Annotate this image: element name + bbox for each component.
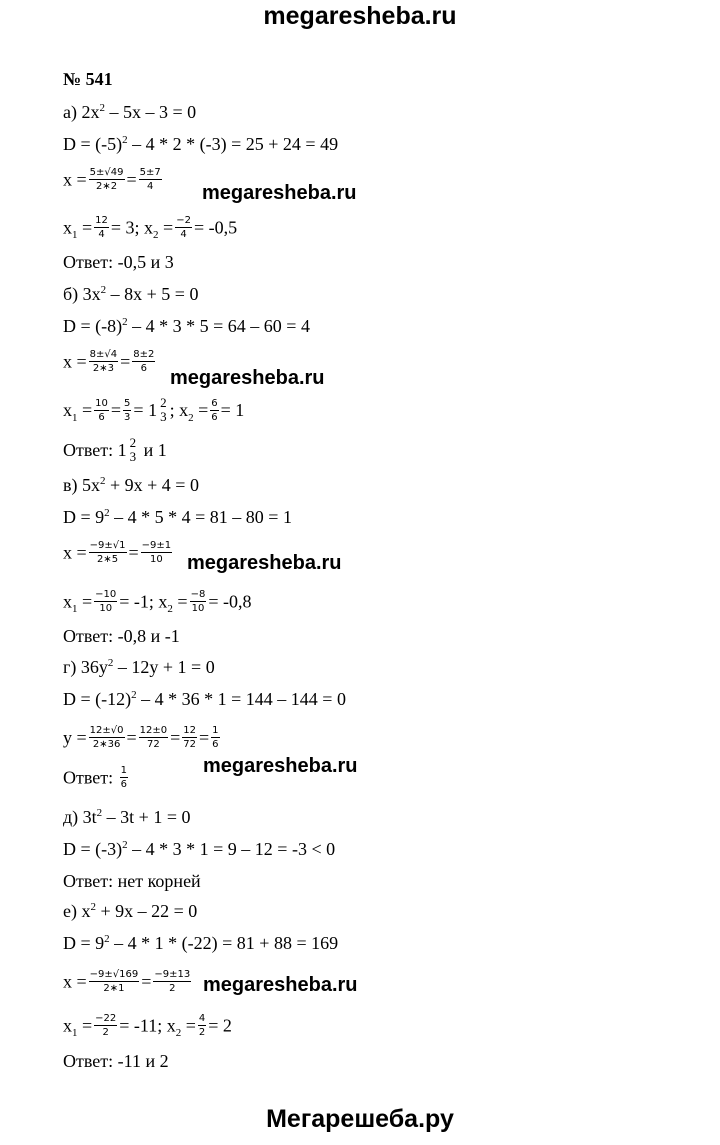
frac-num: 6: [211, 397, 218, 409]
answer-d: [63, 766, 130, 793]
equals: =: [163, 217, 174, 238]
watermark-c: megaresheba.ru: [187, 552, 342, 574]
equals: =: [120, 351, 131, 372]
watermark-top: megaresheba.ru: [263, 2, 457, 30]
fraction: [210, 397, 218, 424]
eq-f-exp: 2: [90, 901, 96, 913]
label-d: г): [63, 657, 77, 677]
equals: =: [82, 1015, 93, 1036]
frac-num: 10: [95, 397, 108, 409]
equals: =: [141, 971, 152, 992]
frac-num: −8: [190, 589, 206, 600]
fraction: [159, 396, 168, 424]
eq-c-coef: 5x: [82, 475, 100, 495]
eq-d-rest: – 12y + 1 = 0: [117, 657, 215, 677]
equation-f: [63, 900, 197, 922]
equals: =: [128, 542, 139, 563]
frac-den: 6: [212, 739, 219, 750]
frac-num: −2: [176, 215, 191, 226]
roots-a: [63, 216, 237, 243]
answer-b-pre: Ответ: 1: [63, 440, 127, 461]
fraction: [89, 968, 140, 995]
d-c-post: – 4 * 5 * 4 = 81 – 80 = 1: [114, 507, 292, 527]
frac-den: 4: [147, 181, 154, 192]
equation-e: [63, 806, 190, 828]
equals: =: [177, 591, 188, 612]
x1-result: ; x: [169, 400, 189, 421]
eq-b-coef: 3x: [82, 284, 101, 304]
frac-den: 3: [129, 449, 137, 464]
d-a-pre: D = (-5): [63, 134, 123, 154]
x1-result: = -1; x: [119, 591, 168, 612]
frac-num: 1: [212, 725, 219, 736]
fraction: [89, 166, 125, 193]
eq-b-exp: 2: [100, 284, 107, 296]
eq-f-coef: x: [81, 901, 91, 921]
frac-num: 5±7: [139, 167, 161, 178]
eq-a-rest: – 5x – 3 = 0: [109, 102, 197, 122]
frac-den: 2∗3: [92, 363, 114, 374]
x2-result: = -0,5: [193, 217, 238, 238]
d-b-pre: D = (-8): [63, 316, 123, 336]
frac-num: 8±√4: [89, 349, 118, 360]
equation-b: [63, 283, 198, 305]
d-d-exp: 2: [131, 689, 137, 701]
eq-e-coef: 3t: [82, 807, 97, 827]
frac-den: 72: [147, 739, 160, 750]
answer-e: Ответ: нет корней: [63, 871, 201, 891]
frac-num: 5±√49: [89, 167, 124, 178]
fraction: [141, 539, 172, 566]
y-label-d: y =: [63, 727, 87, 748]
d-b-post: – 4 * 3 * 5 = 64 – 60 = 4: [132, 316, 310, 336]
frac-den: 10: [150, 554, 163, 565]
x1-var: x: [63, 1015, 72, 1036]
fraction: [132, 348, 155, 375]
fraction: [89, 724, 125, 751]
x1-sub: 1: [72, 229, 78, 241]
x2-result: = 1: [220, 400, 245, 421]
roots-f: [63, 1014, 232, 1041]
watermark-a: megaresheba.ru: [202, 182, 357, 204]
frac-den: 3: [124, 411, 131, 423]
fraction: [94, 397, 109, 424]
x1-sub: 1: [72, 412, 78, 424]
d-d-pre: D = (-12): [63, 689, 132, 709]
answer-f: Ответ: -11 и 2: [63, 1051, 169, 1071]
equation-d: [63, 656, 215, 678]
d-d-post: – 4 * 36 * 1 = 144 – 144 = 0: [141, 689, 346, 709]
fraction: [139, 166, 162, 193]
eq-f-rest: + 9x – 22 = 0: [100, 901, 198, 921]
fraction: [139, 724, 168, 751]
x1-sub: 1: [72, 1027, 78, 1039]
roots-b: [63, 395, 245, 426]
frac-num: 8±2: [133, 349, 155, 360]
fraction: [94, 588, 117, 615]
label-e: д): [63, 807, 79, 827]
fraction: [211, 724, 219, 751]
frac-num: −22: [95, 1013, 117, 1024]
frac-den: 2∗36: [92, 739, 121, 750]
d-e-post: – 4 * 3 * 1 = 9 – 12 = -3 < 0: [132, 839, 336, 859]
fraction: [190, 588, 207, 615]
frac-num: 2: [129, 435, 137, 450]
eq-c-exp: 2: [100, 475, 106, 487]
equals: =: [126, 169, 137, 190]
watermark-b: megaresheba.ru: [170, 367, 325, 389]
discriminant-f: [63, 932, 338, 954]
roots-formula-a: [63, 168, 164, 195]
fraction: [123, 397, 131, 424]
equals: =: [126, 727, 137, 748]
d-a-exp: 2: [122, 134, 128, 146]
label-c: в): [63, 475, 78, 495]
frac-den: 4: [180, 229, 187, 240]
equals: =: [185, 1015, 196, 1036]
frac-num: 2: [160, 395, 167, 410]
d-e-exp: 2: [122, 839, 128, 851]
eq-d-exp: 2: [107, 657, 114, 669]
frac-num: −9±13: [154, 969, 191, 980]
frac-den: 2: [102, 1027, 109, 1038]
frac-den: 10: [191, 603, 205, 614]
x1-sub: 1: [72, 603, 78, 615]
frac-den: 72: [183, 739, 197, 750]
equals: =: [198, 400, 209, 421]
frac-num: −9±√169: [89, 969, 139, 980]
problem-title: № 541: [63, 69, 113, 89]
roots-formula-b: [63, 350, 157, 377]
x2-sub: 2: [175, 1027, 182, 1039]
answer-b-post: и 1: [143, 440, 167, 461]
eq-c-rest: + 9x + 4 = 0: [110, 475, 199, 495]
x2-sub: 2: [188, 412, 194, 424]
fraction: [182, 724, 197, 751]
roots-c: [63, 590, 251, 617]
fraction: [129, 436, 138, 464]
fraction: [175, 214, 192, 241]
x1-var: x: [63, 400, 72, 421]
frac-num: −9±1: [141, 540, 172, 551]
frac-num: 5: [124, 397, 131, 409]
equals: =: [82, 591, 93, 612]
d-c-exp: 2: [104, 507, 110, 519]
roots-formula-d: [63, 726, 222, 753]
frac-num: 12: [95, 215, 108, 226]
fraction: [94, 214, 109, 241]
watermark-f: megaresheba.ru: [203, 974, 358, 996]
eq-a-exp: 2: [99, 102, 105, 114]
discriminant-e: [63, 838, 335, 860]
watermark-d: megaresheba.ru: [203, 755, 358, 777]
eq-d-coef: 36y: [80, 657, 108, 677]
d-e-pre: D = (-3): [63, 839, 123, 859]
fraction: [94, 1012, 117, 1039]
equation-c: [63, 474, 199, 496]
fraction: [120, 764, 128, 791]
frac-num: 4: [198, 1013, 206, 1024]
frac-den: 6: [120, 779, 127, 790]
answer-a: Ответ: -0,5 и 3: [63, 252, 174, 272]
x1-result: = 3; x: [110, 217, 154, 238]
answer-d-pre: Ответ:: [63, 767, 114, 788]
d-f-exp: 2: [104, 933, 110, 945]
frac-num: 12±0: [139, 725, 168, 736]
equals: =: [82, 400, 93, 421]
frac-den: 2∗5: [97, 554, 119, 565]
d-f-pre: D = 9: [63, 933, 105, 953]
roots-formula-c: [63, 541, 174, 568]
discriminant-d: [63, 688, 346, 710]
frac-den: 10: [99, 603, 113, 614]
fraction: [89, 539, 127, 566]
x2-result: = 2: [208, 1015, 232, 1036]
x-label-f: x =: [63, 971, 87, 992]
equals: =: [82, 217, 93, 238]
frac-den: 6: [211, 411, 218, 423]
frac-den: 3: [160, 409, 167, 424]
eq-b-rest: – 8x + 5 = 0: [110, 284, 199, 304]
watermark-bottom: Мегарешеба.ру: [266, 1105, 454, 1133]
x1-var: x: [63, 591, 72, 612]
label-a: а): [63, 102, 77, 122]
discriminant-b: [63, 315, 310, 337]
equals: =: [170, 727, 181, 748]
x2-sub: 2: [167, 603, 173, 615]
x2-result: = -0,8: [208, 591, 252, 612]
label-b: б): [63, 284, 79, 304]
frac-den: 2∗2: [96, 181, 118, 192]
answer-b: [63, 435, 167, 466]
frac-den: 4: [98, 229, 105, 240]
eq-e-rest: – 3t + 1 = 0: [106, 807, 191, 827]
d-c-pre: D = 9: [63, 507, 105, 527]
answer-c: Ответ: -0,8 и -1: [63, 626, 180, 646]
discriminant-c: [63, 506, 292, 528]
eq-a-coef: 2x: [81, 102, 100, 122]
discriminant-a: [63, 133, 338, 155]
equation-a: [63, 101, 196, 123]
fraction: [89, 348, 118, 375]
x1-result: = -11; x: [119, 1015, 176, 1036]
label-f: е): [63, 901, 77, 921]
x-label-c: x =: [63, 542, 87, 563]
frac-num: 1: [120, 765, 127, 776]
x2-sub: 2: [153, 229, 159, 241]
frac-den: 6: [98, 411, 105, 423]
frac-num: 12: [183, 725, 197, 736]
frac-den: 2: [169, 983, 176, 994]
frac-num: −9±√1: [89, 540, 126, 551]
x-label-a: x =: [63, 169, 87, 190]
eq-e-exp: 2: [96, 807, 103, 819]
equals: =: [199, 727, 210, 748]
fraction: [153, 968, 191, 995]
frac-den: 2∗1: [103, 983, 125, 994]
d-f-post: – 4 * 1 * (-22) = 81 + 88 = 169: [114, 933, 339, 953]
d-b-exp: 2: [122, 316, 128, 328]
d-a-post: – 4 * 2 * (-3) = 25 + 24 = 49: [132, 134, 339, 154]
frac-den: 6: [140, 363, 148, 374]
fraction: [198, 1012, 206, 1039]
equals: =: [110, 400, 122, 421]
x-label-b: x =: [63, 351, 87, 372]
mixed-whole: = 1: [133, 400, 158, 421]
frac-num: 12±√0: [89, 725, 124, 736]
roots-formula-f: [63, 970, 193, 997]
frac-den: 2: [198, 1027, 206, 1038]
frac-num: −10: [95, 589, 117, 600]
x1-var: x: [63, 217, 72, 238]
